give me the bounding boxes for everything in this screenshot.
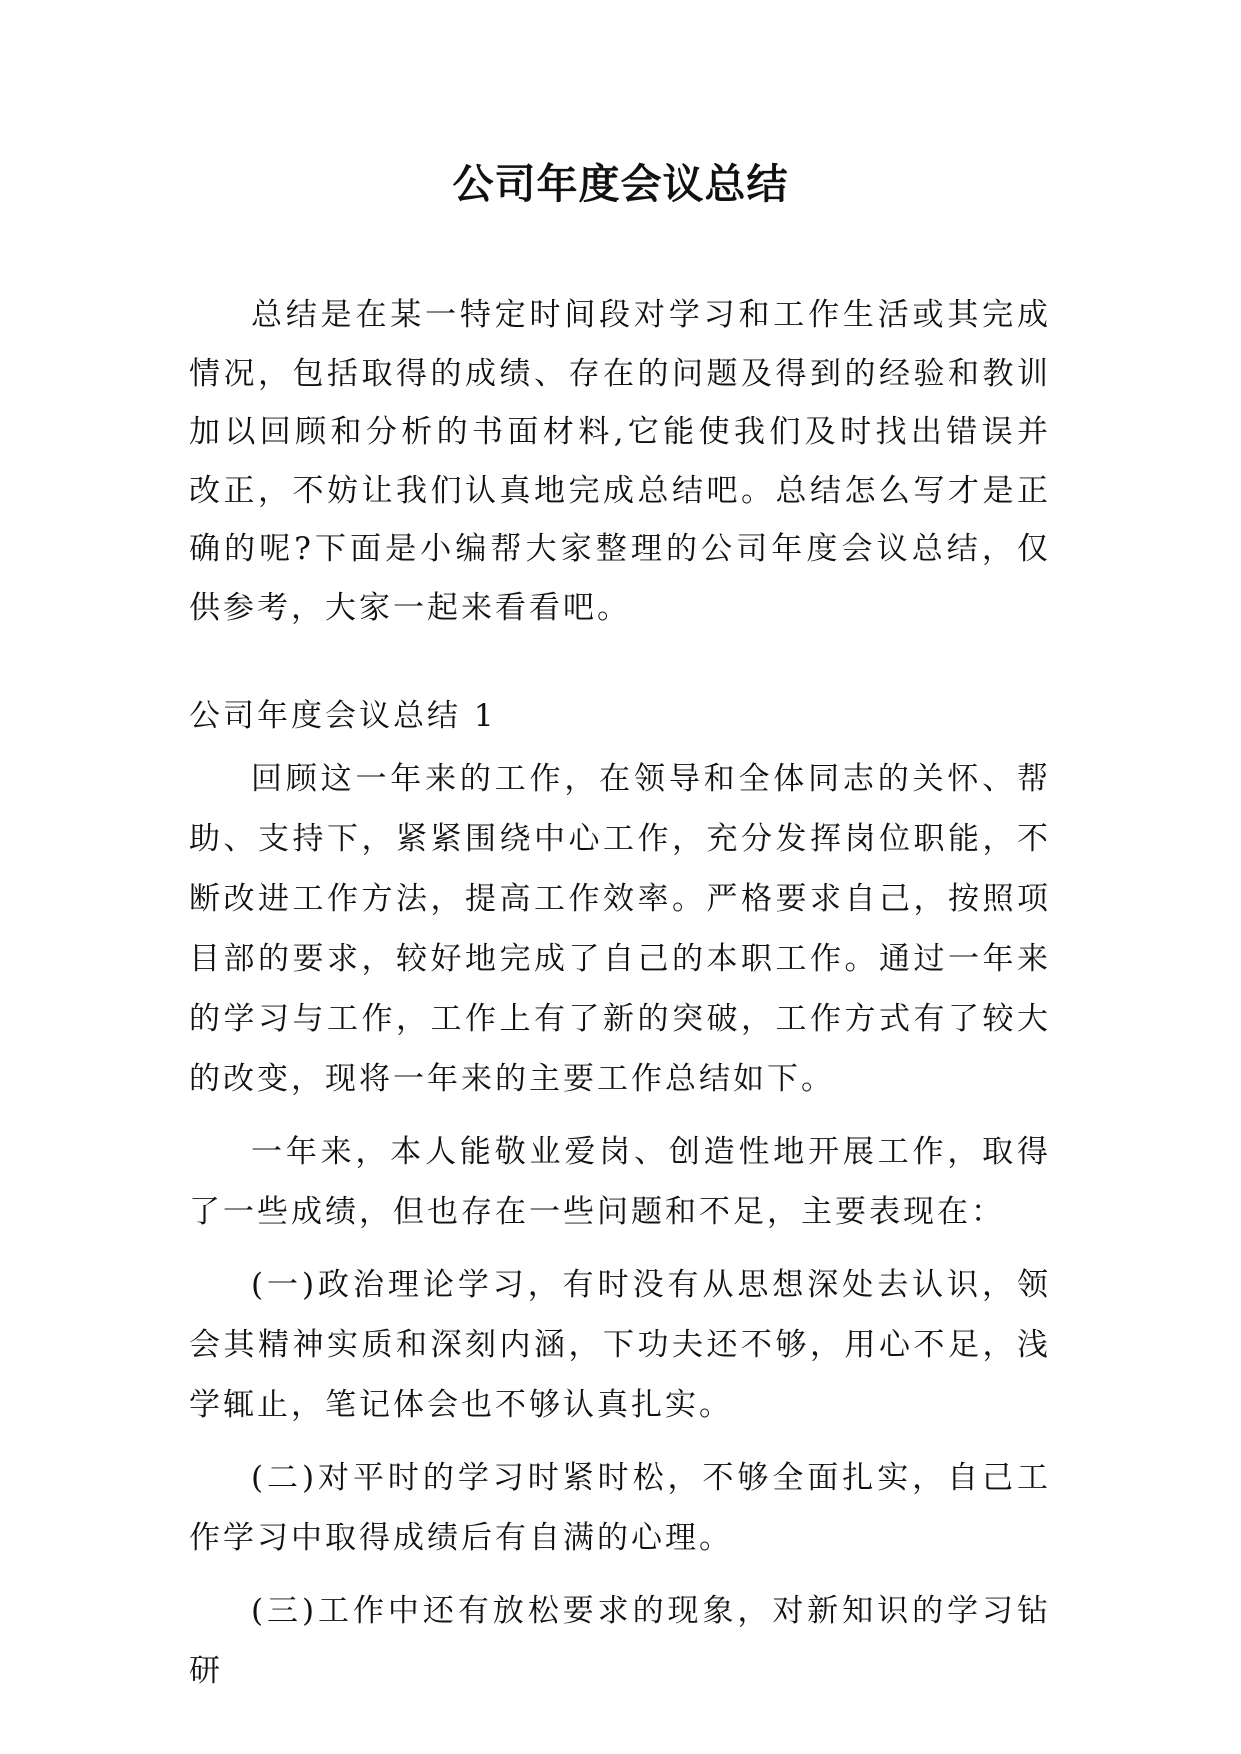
body-paragraph: (一)政治理论学习，有时没有从思想深处去认识，领会其精神实质和深刻内涵，下功夫还不够，用心不足，浅学辄止，笔记体会也不够认真扎实。 (189, 1267, 1051, 1423)
body-paragraph: (二)对平时的学习时紧时松，不够全面扎实，自己工作学习中取得成绩后有自满的心理。 (189, 1460, 1051, 1556)
body-paragraph: (三)工作中还有放松要求的现象，对新知识的学习钻研 (189, 1593, 1051, 1689)
intro-block (189, 286, 1051, 637)
body-paragraph: 回顾这一年来的工作，在领导和全体同志的关怀、帮助、支持下，紧紧围绕中心工作，充分发挥岗位职能，不断改进工作方法，提高工作效率。严格要求自己，按照项目部的要求，较好地完成了自己的本职工作。通过一年来的学习与工作，工作上有了新的突破，工作方式有了较大的改变，现将一年来的主要工作总结如下。 (189, 761, 1051, 1097)
section-heading: 公司年度会议总结 1 (189, 698, 497, 734)
section-1 (189, 686, 1051, 1701)
intro-paragraph: 总结是在某一特定时间段对学习和工作生活或其完成情况，包括取得的成绩、存在的问题及得到的经验和教训加以回顾和分析的书面材料,它能使我们及时找出错误并改正，不妨让我们认真地完成总结吧。总结怎么写才是正确的呢?下面是小编帮大家整理的公司年度会议总结，仅供参考，大家一起来看看吧。 (189, 297, 1051, 626)
document-title: 公司年度会议总结 (452, 160, 789, 208)
body-paragraph: 一年来，本人能敬业爱岗、创造性地开展工作，取得了一些成绩，但也存在一些问题和不足，主要表现在： (189, 1134, 1051, 1230)
